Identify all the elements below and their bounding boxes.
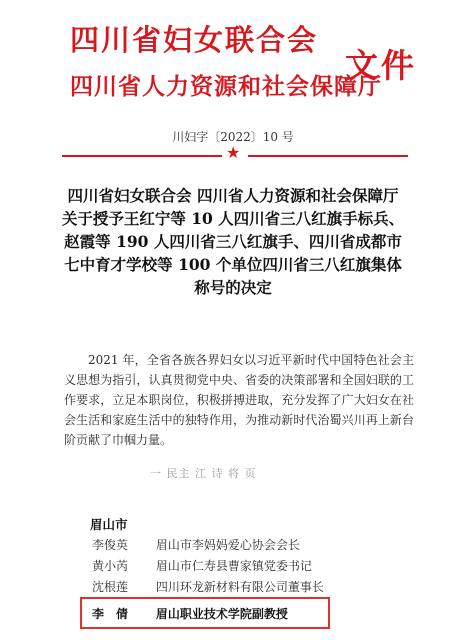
honoree-position: 眉山市李妈妈爱心协会会长 (155, 538, 300, 552)
highlight-box (80, 597, 330, 629)
title-line: 七中育才学校等 100 个单位四川省三八红旗集体 (64, 255, 402, 274)
section-heading-meishan: 眉山市 (90, 517, 128, 532)
faded-partial-text: 一 民主 江 诗 将 页 (150, 467, 257, 480)
list-item (92, 578, 324, 595)
red-divider-right (248, 155, 408, 157)
body-paragraph: 2021 年，全省各族各界妇女以习近平新时代中国特色社会主义思想为指引，认真贯彻党中央、省委的决策部署和全国妇联的工作要求，立足本职岗位，积极拼搏进取，充分发挥了广大妇女在社会生活和家庭生活中的独特作用，为推动新时代治蜀兴川再上新台阶贡献了巾帼力量。 (64, 353, 414, 447)
list-item (92, 557, 312, 574)
list-item (92, 536, 300, 553)
honoree-name: 沈根莲 (92, 580, 129, 594)
document-type-label: 文件 (345, 46, 417, 85)
document-title (30, 184, 436, 299)
honoree-name: 黄小芮 (92, 559, 129, 573)
honoree-position: 眉山职业技术学院副教授 (155, 607, 288, 621)
honoree-name: 李俊英 (92, 538, 129, 552)
title-line: 赵霞等 190 人四川省三八红旗手、四川省成都市 (64, 232, 402, 251)
title-line: 四川省妇女联合会 四川省人力资源和社会保障厅 (67, 186, 399, 205)
honoree-position: 眉山市仁寿县曹家镇党委书记 (155, 559, 312, 573)
red-divider-left (62, 155, 222, 157)
star-icon: ★ (226, 143, 241, 162)
honoree-position: 四川环龙新材料有限公司董事长 (155, 580, 324, 594)
title-line: 关于授予王红宁等 10 人四川省三八红旗手标兵、 (61, 209, 405, 228)
issuer-name-hr-department: 四川省人力资源和社会保障厅 (70, 74, 382, 100)
title-line: 称号的决定 (194, 278, 272, 297)
issuer-name-women-federation: 四川省妇女联合会 (70, 23, 319, 57)
document-number: 川妇字〔2022〕10 号 (172, 130, 294, 144)
honoree-name: 李 倩 (92, 607, 129, 621)
